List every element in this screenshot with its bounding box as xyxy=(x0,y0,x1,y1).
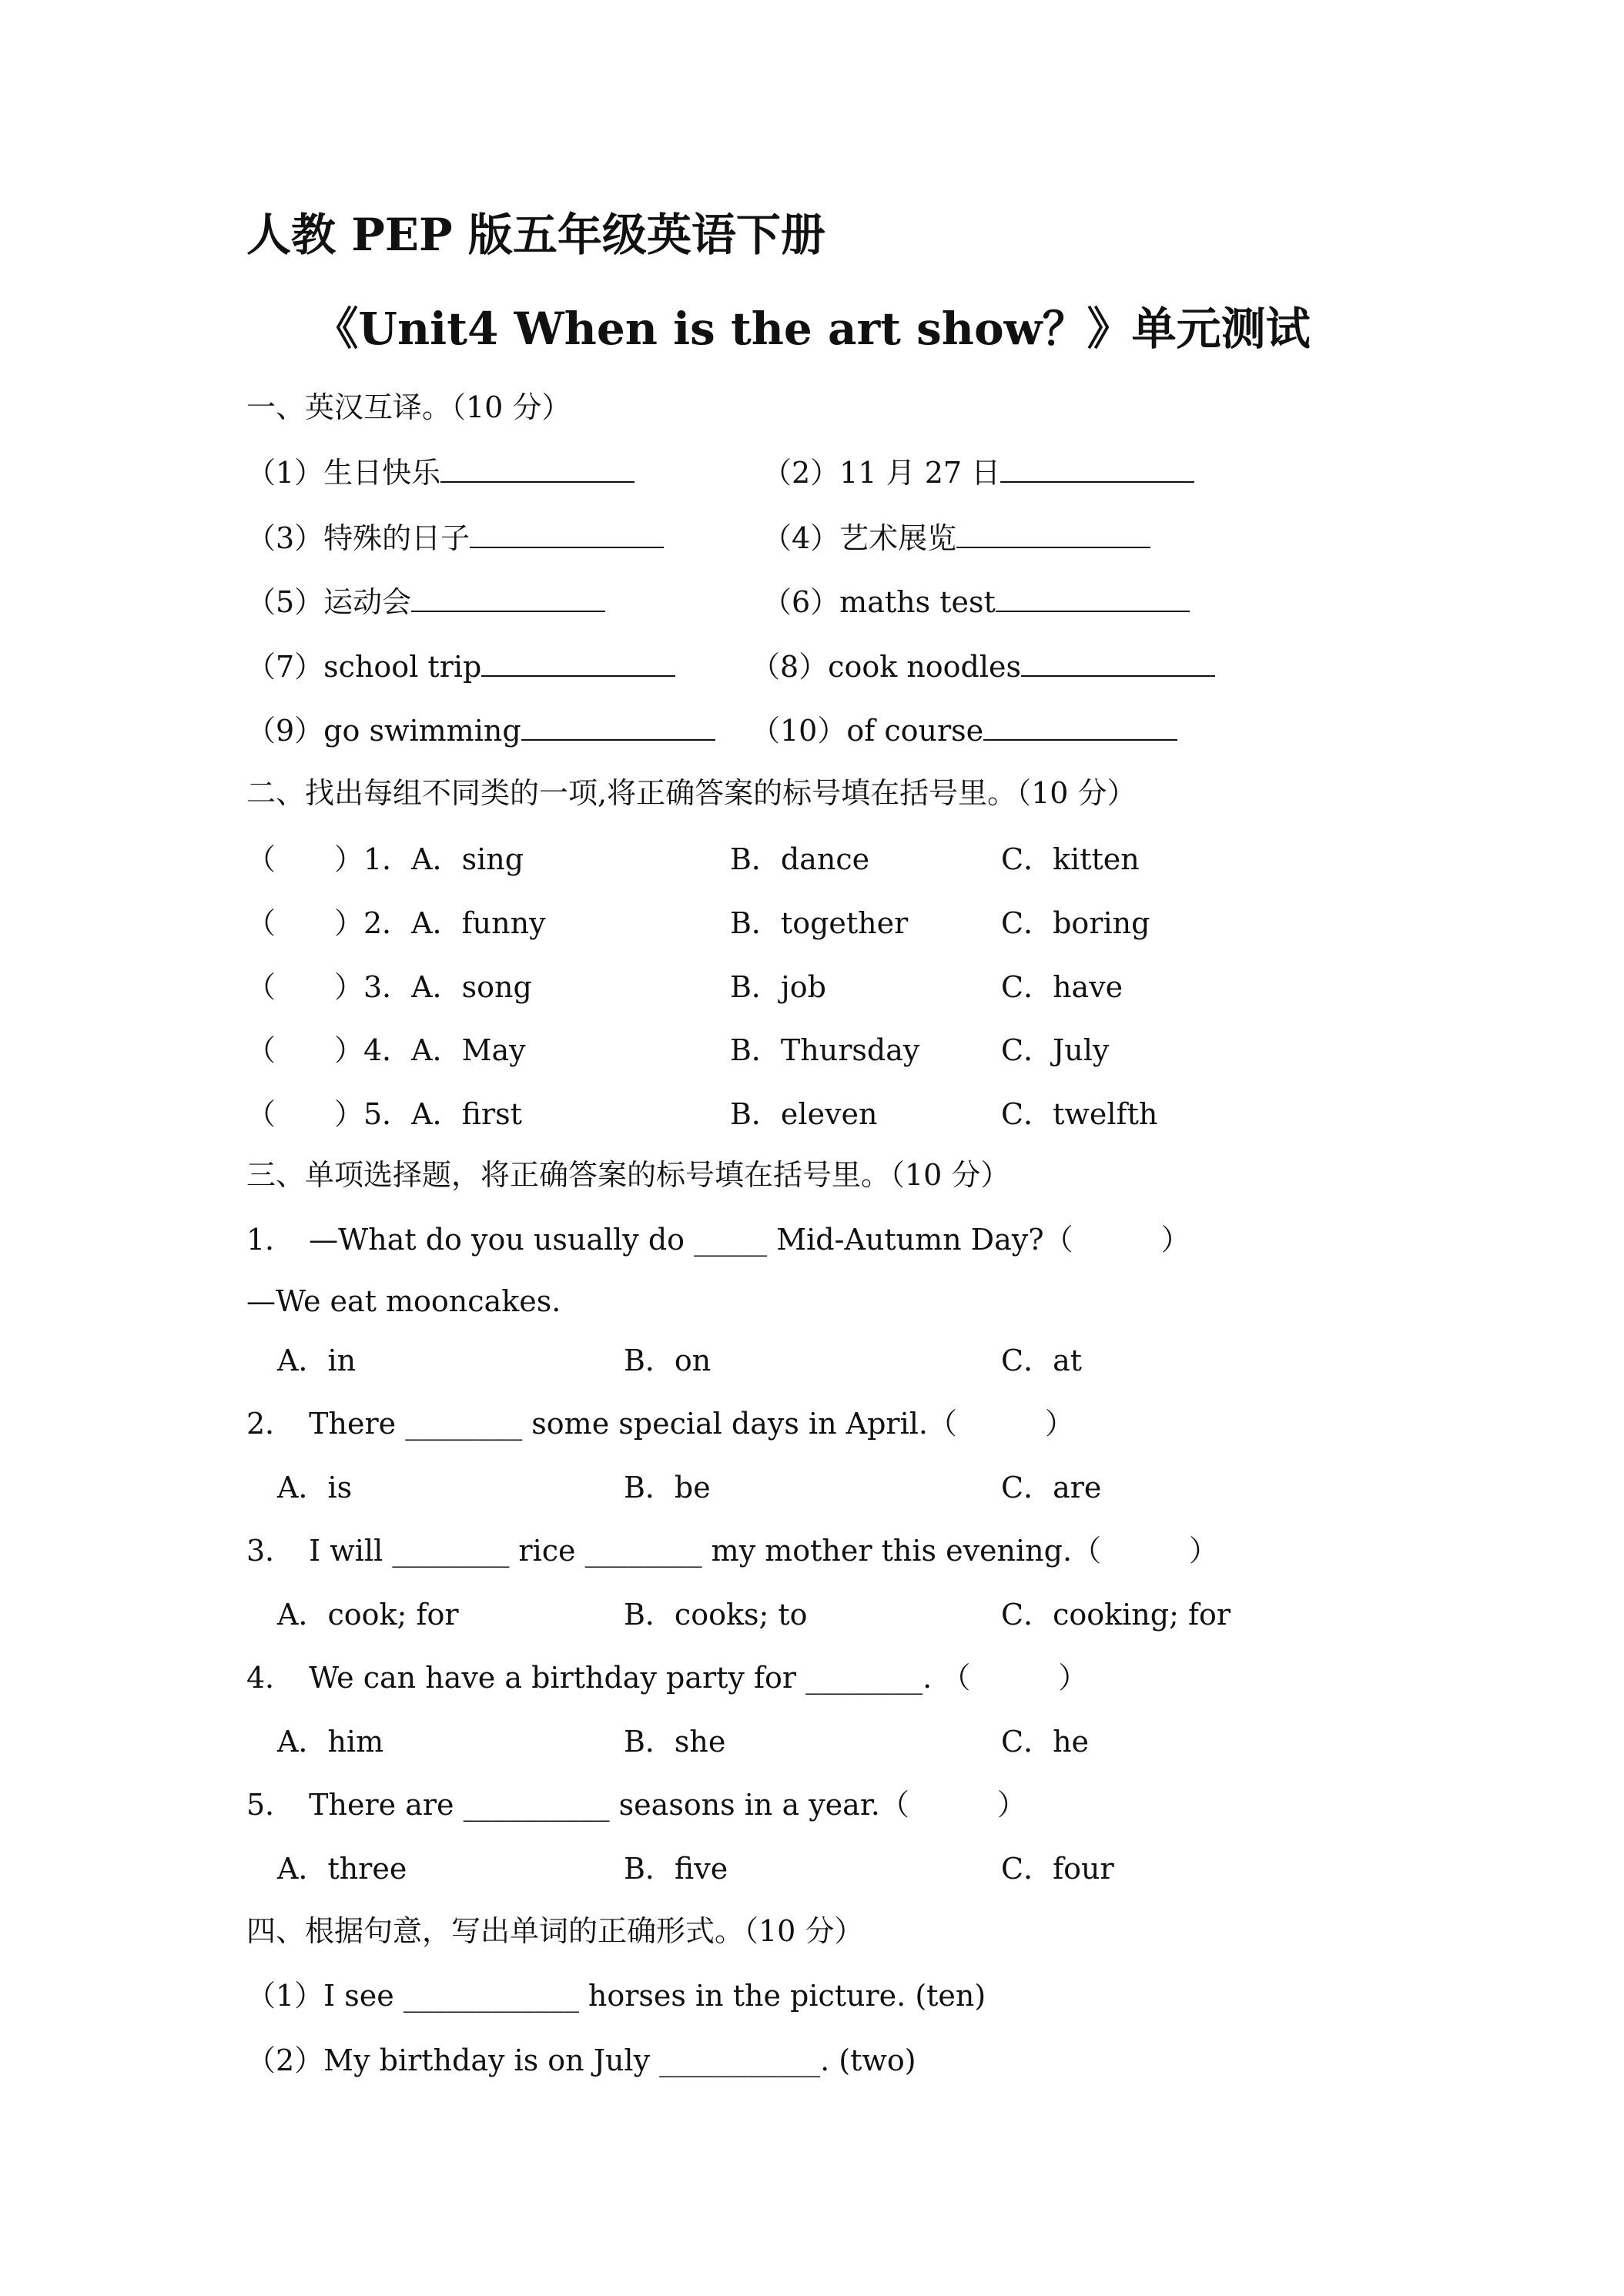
option-b: B．Thursday xyxy=(730,1033,920,1067)
option-c: C．at xyxy=(1001,1344,1083,1377)
option-c: C．cooking; for xyxy=(1001,1598,1231,1632)
option-c: C．four xyxy=(1001,1852,1114,1886)
translate-item: （2）11 月 27 日 xyxy=(762,454,1194,491)
section4-heading: 四、根据句意，写出单词的正确形式。（10 分） xyxy=(246,1914,864,1948)
mc-question-answer-line: —We eat mooncakes. xyxy=(246,1284,561,1318)
odd-one-out-question: （ ）3．A．song xyxy=(246,970,532,1004)
mc-question: 3． I will ________ rice ________ my mother this evening.（ ） xyxy=(246,1534,1219,1568)
option-a: A．in xyxy=(277,1344,357,1377)
answer-blank[interactable] xyxy=(1000,458,1194,483)
option-c: C．are xyxy=(1001,1471,1102,1504)
section3-heading: 三、单项选择题，将正确答案的标号填在括号里。（10 分） xyxy=(246,1158,1010,1192)
option-c: C．kitten xyxy=(1001,842,1140,876)
translate-item: （7）school trip xyxy=(246,648,675,685)
option-a: A．him xyxy=(277,1725,384,1759)
answer-blank[interactable] xyxy=(470,524,664,548)
translate-item: （4）艺术展览 xyxy=(762,520,1150,557)
section2-heading: 二、找出每组不同类的一项,将正确答案的标号填在括号里。（10 分） xyxy=(246,776,1137,810)
mc-question: 4． We can have a birthday party for ________. （ ） xyxy=(246,1661,1088,1695)
option-a: A．cook; for xyxy=(277,1598,459,1632)
odd-one-out-question: （ ）1．A．sing xyxy=(246,842,524,876)
option-b: B．five xyxy=(624,1852,728,1886)
option-a: A．is xyxy=(277,1471,353,1504)
option-c: C．twelfth xyxy=(1001,1097,1158,1131)
answer-blank[interactable] xyxy=(411,587,605,612)
option-b: B．dance xyxy=(730,842,870,876)
title-line-1: 人教 PEP 版五年级英语下册 xyxy=(246,209,825,261)
answer-blank[interactable] xyxy=(956,524,1150,548)
translate-item: （1）生日快乐 xyxy=(246,454,635,491)
option-c: C．have xyxy=(1001,970,1123,1004)
word-form-question: （1）I see ____________ horses in the picture. (ten) xyxy=(246,1979,986,2013)
word-form-question: （2）My birthday is on July ___________. (two) xyxy=(246,2043,916,2077)
answer-blank[interactable] xyxy=(996,587,1190,612)
odd-one-out-question: （ ）4．A．May xyxy=(246,1033,526,1067)
answer-blank[interactable] xyxy=(440,458,635,483)
answer-blank[interactable] xyxy=(481,652,675,677)
odd-one-out-question: （ ）2．A．funny xyxy=(246,906,546,940)
answer-blank[interactable] xyxy=(983,716,1177,741)
option-c: C．July xyxy=(1001,1033,1110,1067)
option-b: B．on xyxy=(624,1344,712,1377)
translate-item: （8）cook noodles xyxy=(751,648,1215,685)
option-b: B．together xyxy=(730,906,909,940)
option-b: B．cooks; to xyxy=(624,1598,808,1632)
answer-blank[interactable] xyxy=(521,716,715,741)
mc-question: 1． —What do you usually do _____ Mid-Autumn Day?（ ） xyxy=(246,1223,1190,1257)
translate-item: （3）特殊的日子 xyxy=(246,520,664,557)
option-c: C．boring xyxy=(1001,906,1150,940)
option-b: B．job xyxy=(730,970,826,1004)
mc-question: 2． There ________ some special days in April.（ ） xyxy=(246,1407,1074,1441)
translate-item: （6）maths test xyxy=(762,584,1190,621)
answer-blank[interactable] xyxy=(1021,652,1215,677)
translate-item: （5）运动会 xyxy=(246,584,605,621)
translate-item: （9）go swimming xyxy=(246,712,715,749)
title-line-2: 《Unit4 When is the art show？》单元测试 xyxy=(313,303,1311,355)
option-c: C．he xyxy=(1001,1725,1090,1759)
option-b: B．eleven xyxy=(730,1097,878,1131)
translate-item: （10）of course xyxy=(751,712,1177,749)
mc-question: 5． There are __________ seasons in a year.（ ） xyxy=(246,1788,1026,1822)
option-a: A．three xyxy=(277,1852,407,1886)
option-b: B．she xyxy=(624,1725,726,1759)
option-b: B．be xyxy=(624,1471,711,1504)
odd-one-out-question: （ ）5．A．first xyxy=(246,1097,522,1131)
section1-heading: 一、英汉互译。（10 分） xyxy=(246,390,571,424)
